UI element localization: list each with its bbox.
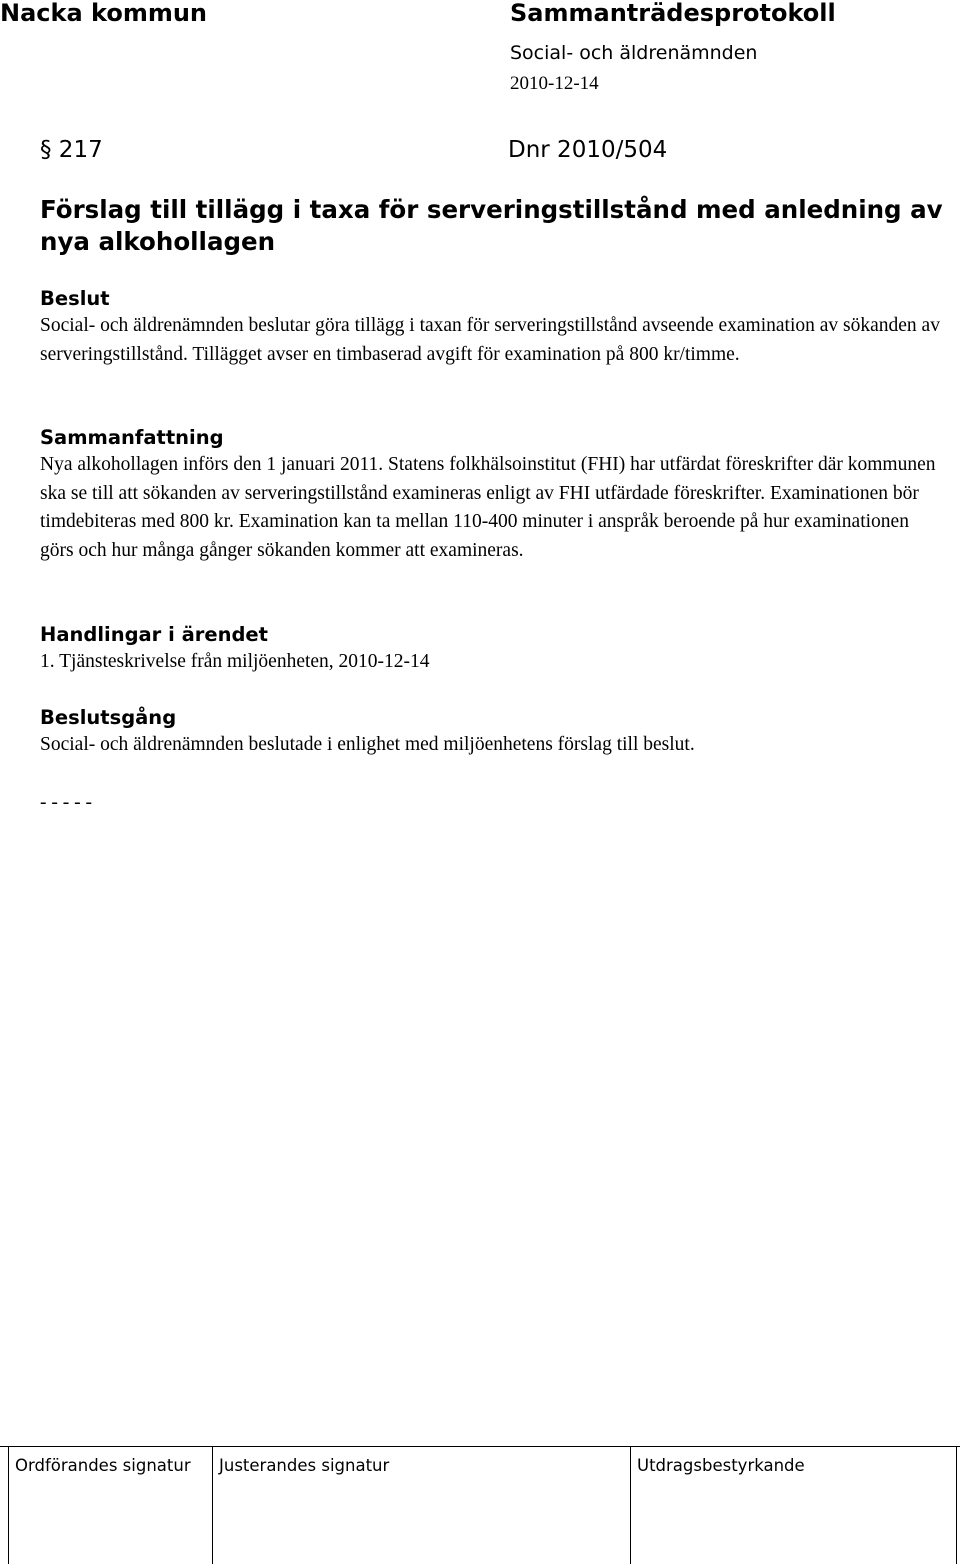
extract-certification-label: Utdragsbestyrkande — [637, 1456, 805, 1475]
documents-text: 1. Tjänsteskrivelse från miljöenheten, 2010-12-14 — [40, 651, 430, 672]
meeting-date: 2010-12-14 — [510, 73, 599, 94]
procedure-section — [40, 704, 945, 760]
procedure-text: Social- och äldrenämnden beslutade i enlighet med miljöenhetens förslag till beslut. — [40, 734, 695, 755]
organization-name: Nacka kommun — [0, 0, 208, 27]
signature-footer — [0, 1446, 960, 1564]
paragraph-number: § 217 — [40, 137, 103, 163]
documents-section — [40, 621, 945, 677]
summary-section — [40, 424, 945, 566]
chair-signature-label: Ordförandes signatur — [15, 1456, 191, 1475]
verifier-signature-label: Justerandes signatur — [219, 1456, 390, 1475]
decision-section — [40, 285, 945, 369]
summary-heading: Sammanfattning — [40, 426, 224, 449]
chair-signature-box[interactable] — [8, 1447, 213, 1564]
verifier-signature-box[interactable] — [212, 1447, 631, 1564]
case-title: Förslag till tillägg i taxa för serveringstillstånd med anledning av nya alkohollagen — [40, 195, 943, 256]
document-type: Sammanträdesprotokoll — [510, 0, 836, 27]
documents-heading: Handlingar i ärendet — [40, 623, 268, 646]
committee-name: Social- och äldrenämnden — [510, 42, 758, 64]
procedure-heading: Beslutsgång — [40, 706, 177, 729]
case-number: Dnr 2010/504 — [508, 137, 668, 163]
decision-heading: Beslut — [40, 287, 110, 310]
end-marker: - - - - - — [40, 792, 92, 813]
decision-text: Social- och äldrenämnden beslutar göra tillägg i taxan för serveringstillstånd avseende examination av sökanden av serveringstillstånd. Tillägget avser en timbaserad avgift för examination på 800 kr/timme. — [40, 315, 940, 365]
extract-certification-box[interactable] — [630, 1447, 957, 1564]
summary-text: Nya alkohollagen införs den 1 januari 2011. Statens folkhälsoinstitut (FHI) har utfärdat föreskrifter där kommunen ska se till att sökanden av serveringstillstånd examineras enligt av FHI utfärdade föreskrifter. Examinationen bör timdebiteras med 800 kr. Examination kan ta mellan 110-400 minuter i anspråk beroende på hur examinationen görs och hur många gånger sökanden kommer att examineras. — [40, 454, 936, 562]
